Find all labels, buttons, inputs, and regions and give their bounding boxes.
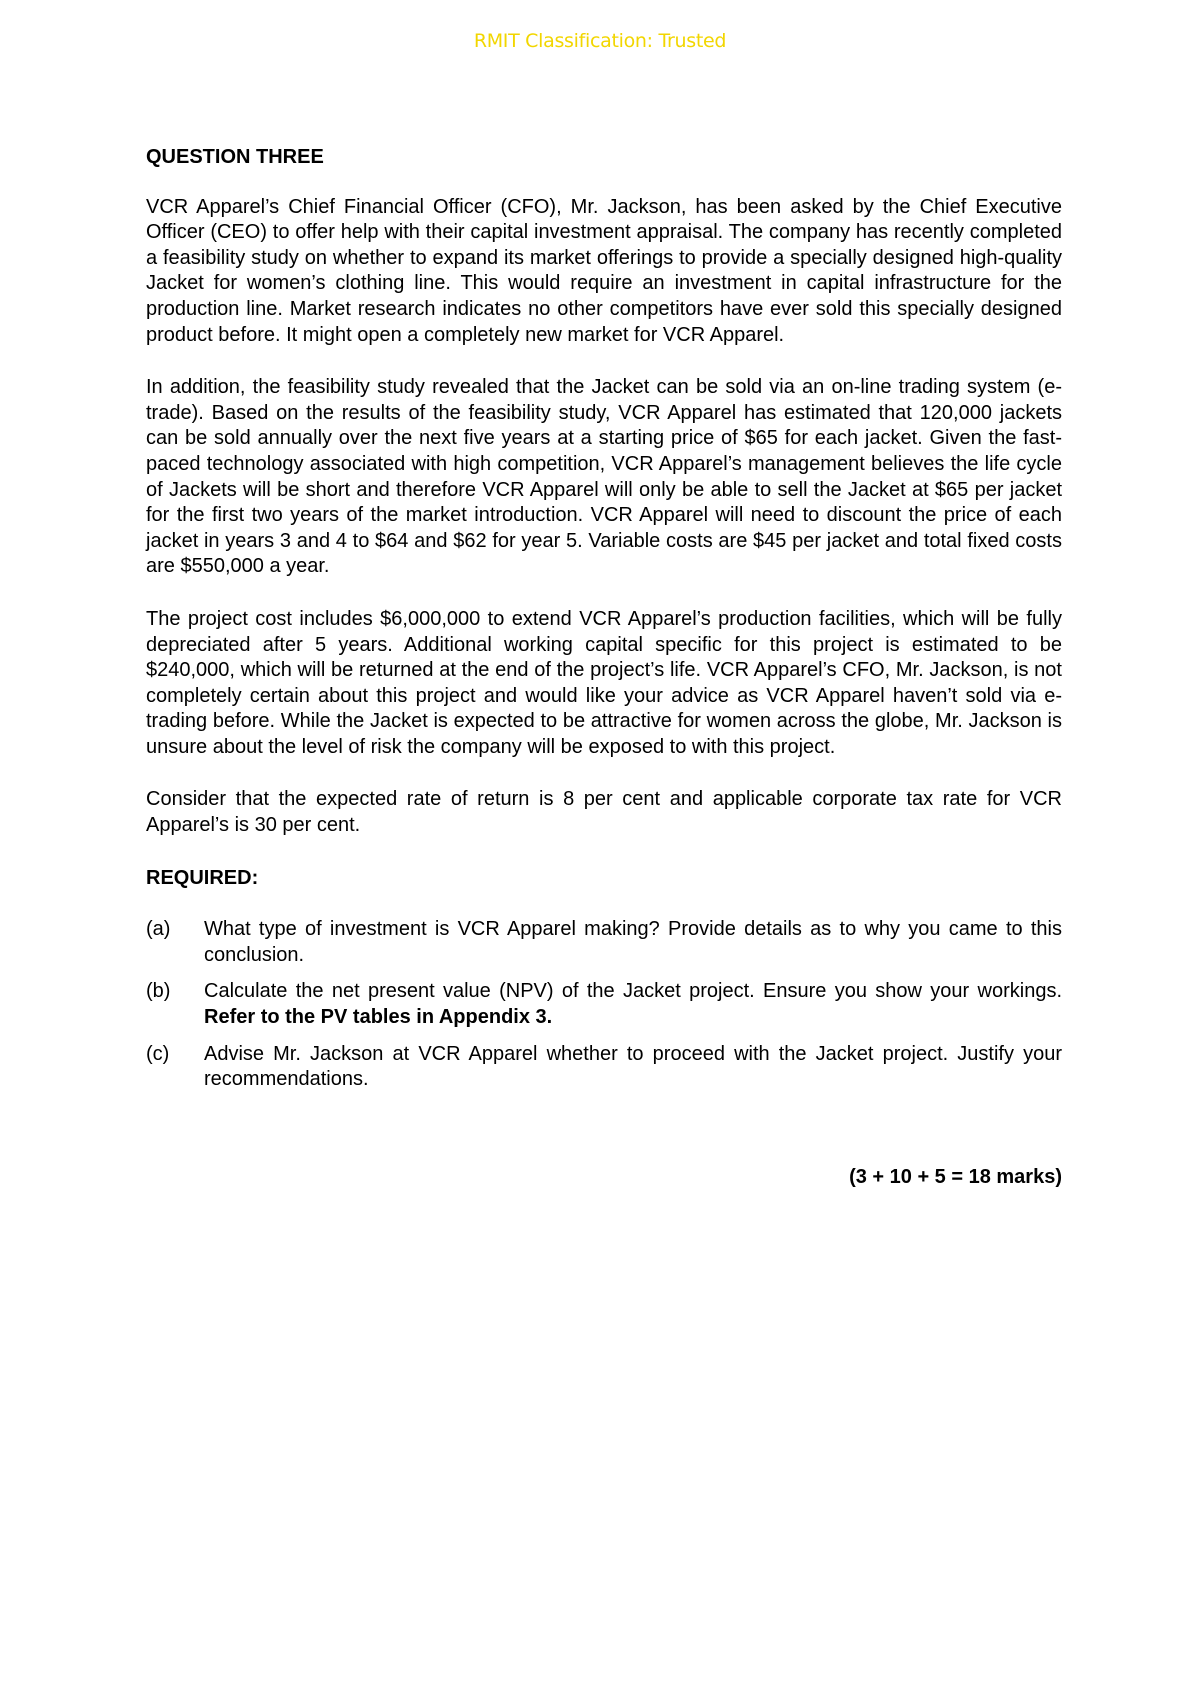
item-text: What type of investment is VCR Apparel making? Provide details as to why you came to this conclusion. bbox=[204, 918, 1062, 966]
required-heading: REQUIRED: bbox=[146, 866, 259, 889]
marks-total: (3 + 10 + 5 = 18 marks) bbox=[849, 1165, 1062, 1188]
appendix-reference: Refer to the PV tables in Appendix 3. bbox=[204, 1006, 553, 1029]
item-text: Calculate the net present value (NPV) of the Jacket project. Ensure you show your workings. bbox=[204, 980, 1062, 1003]
item-label: (c) bbox=[146, 1042, 170, 1065]
question-title: QUESTION THREE bbox=[146, 146, 324, 168]
question-section bbox=[146, 145, 1062, 1190]
item-label: (b) bbox=[146, 980, 171, 1003]
intro-paragraph: VCR Apparel’s Chief Financial Officer (CFO), Mr. Jackson, has been asked by the Chief Executive Officer (CEO) to offer help with their capital investment appraisal. The company has recently completed a feasibility study on whether to expand its market offerings to provide a specially designed high-quality Jacket for women’s clothing line. This would require an investment in capital infrastructure for the production line. Market research indicates no other competitors have ever sold this specially designed product before. It might open a completely new market for VCR Apparel. bbox=[146, 195, 1062, 346]
required-item-a bbox=[146, 917, 1062, 968]
classification-label: RMIT Classification: Trusted bbox=[473, 30, 727, 52]
item-text: Advise Mr. Jackson at VCR Apparel whether to proceed with the Jacket project. Justify your recommendations. bbox=[204, 1042, 1062, 1091]
rate-paragraph: Consider that the expected rate of return is 8 per cent and applicable corporate tax rate for VCR Apparel’s is 30 per cent. bbox=[146, 788, 1062, 837]
required-item-c bbox=[146, 1042, 1062, 1093]
item-text-container bbox=[204, 979, 1062, 1030]
feasibility-paragraph: In addition, the feasibility study revealed that the Jacket can be sold via an on-line trading system (e-trade). Based on the results of the feasibility study, VCR Apparel has estimated that 120,000 jackets can be sold annually over the next five years at a starting price of $65 for each jacket. Given the fast-paced technology associated with high competition, VCR Apparel’s management believes the life cycle of Jackets will be short and therefore VCR Apparel will only be able to sell the Jacket at $65 per jacket for the first two years of the market introduction. VCR Apparel will need to discount the price of each jacket in years 3 and 4 to $64 and $62 for year 5. Variable costs are $45 per jacket and total fixed costs are $550,000 a year. bbox=[146, 376, 1062, 578]
item-label: (a) bbox=[146, 918, 171, 941]
project-cost-paragraph: The project cost includes $6,000,000 to extend VCR Apparel’s production facilities, which will be fully depreciated after 5 years. Additional working capital specific for this project is estimated to be $240,000, which will be returned at the end of the project’s life. VCR Apparel’s CFO, Mr. Jackson, is not completely certain about this project and would like your advice as VCR Apparel haven’t sold via e-trading before. While the Jacket is expected to be attractive for women across the globe, Mr. Jackson is unsure about the level of risk the company will be exposed to with this project. bbox=[146, 607, 1062, 758]
required-item-b bbox=[146, 979, 1062, 1030]
